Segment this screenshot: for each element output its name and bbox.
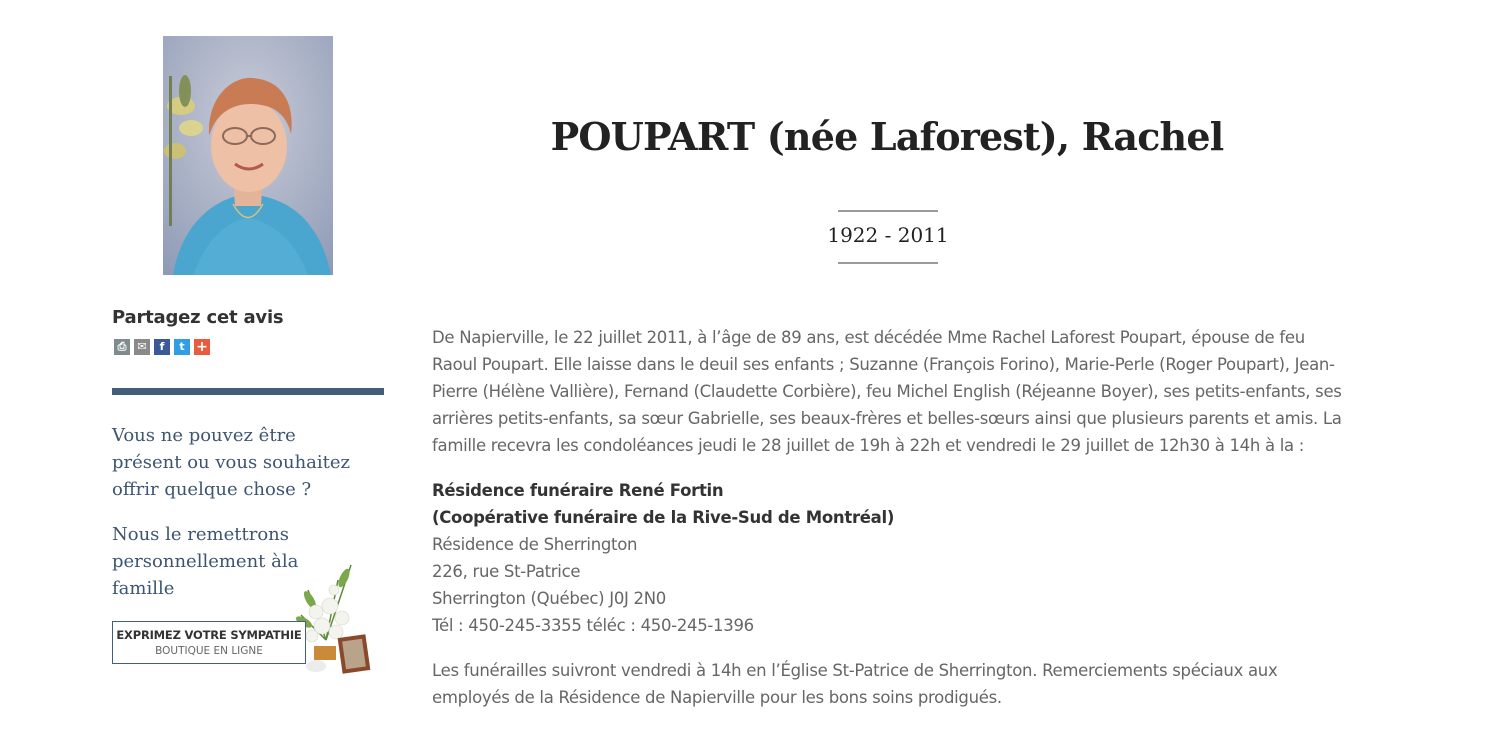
portrait-image: [163, 36, 333, 275]
email-icon[interactable]: ✉: [134, 339, 150, 355]
funeral-home-phone: Tél : 450-245-3355 téléc : 450-245-1396: [432, 616, 754, 635]
flower-arrangement-icon: [296, 560, 374, 678]
life-years: 1922 - 2011: [827, 223, 949, 247]
share-title: Partagez cet avis: [112, 307, 284, 328]
promo-answer: Nous le remettrons personnellement àla famille: [112, 524, 299, 599]
deceased-name: POUPART (née Laforest), Rachel: [550, 114, 1224, 159]
years-rule-bottom: [838, 262, 938, 264]
promo-question: Vous ne pouvez être présent ou vous souhaitez offrir quelque chose ?: [112, 425, 351, 500]
express-sympathy-button[interactable]: [112, 621, 306, 664]
sidebar-divider: [112, 388, 384, 395]
deceased-photo: [163, 36, 333, 275]
funeral-home-name: Résidence funéraire René Fortin: [432, 481, 724, 500]
funeral-home-street: 226, rue St-Patrice: [432, 562, 581, 581]
obituary-announcement: De Napierville, le 22 juillet 2011, à l’âge de 89 ans, est décédée Mme Rachel Laforest Poupart, épouse de feu Raoul Poupart. Elle laisse dans le deuil ses enfants ; Suzanne (François Forino), Marie-Perle (Roger Poupart), Jean-Pierre (Hélène Vallière), Fernand (Claudette Corbière), feu Michel English (Réjeanne Boyer), ses petits-enfants, ses arrières petits-enfants, sa sœur Gabrielle, ses beaux-frères et belles-sœurs ainsi que plusieurs parents et amis. La famille recevra les condoléances jeudi le 28 juillet de 19h à 22h et vendredi le 29 juillet de 12h30 à 14h à la :: [432, 328, 1342, 455]
facebook-icon[interactable]: f: [154, 339, 170, 355]
funeral-home-city: Sherrington (Québec) J0J 2N0: [432, 589, 666, 608]
funeral-services: Les funérailles suivront vendredi à 14h en l’Église St-Patrice de Sherrington. Remerciements spéciaux aux employés de la Résidence de Napierville pour les bons soins prodigués.: [432, 661, 1278, 707]
funeral-home-branch: Résidence de Sherrington: [432, 535, 638, 554]
funeral-home-cooperative: (Coopérative funéraire de la Rive-Sud de Montréal): [432, 508, 895, 527]
more-icon[interactable]: +: [194, 339, 210, 355]
share-icons: [114, 339, 210, 355]
button-sublabel: BOUTIQUE EN LIGNE: [155, 645, 263, 657]
button-label: EXPRIMEZ VOTRE SYMPATHIE: [116, 628, 302, 642]
years-rule-top: [838, 210, 938, 212]
twitter-icon[interactable]: t: [174, 339, 190, 355]
funeral-home-info: [432, 477, 1347, 639]
print-icon[interactable]: ⎙: [114, 339, 130, 355]
